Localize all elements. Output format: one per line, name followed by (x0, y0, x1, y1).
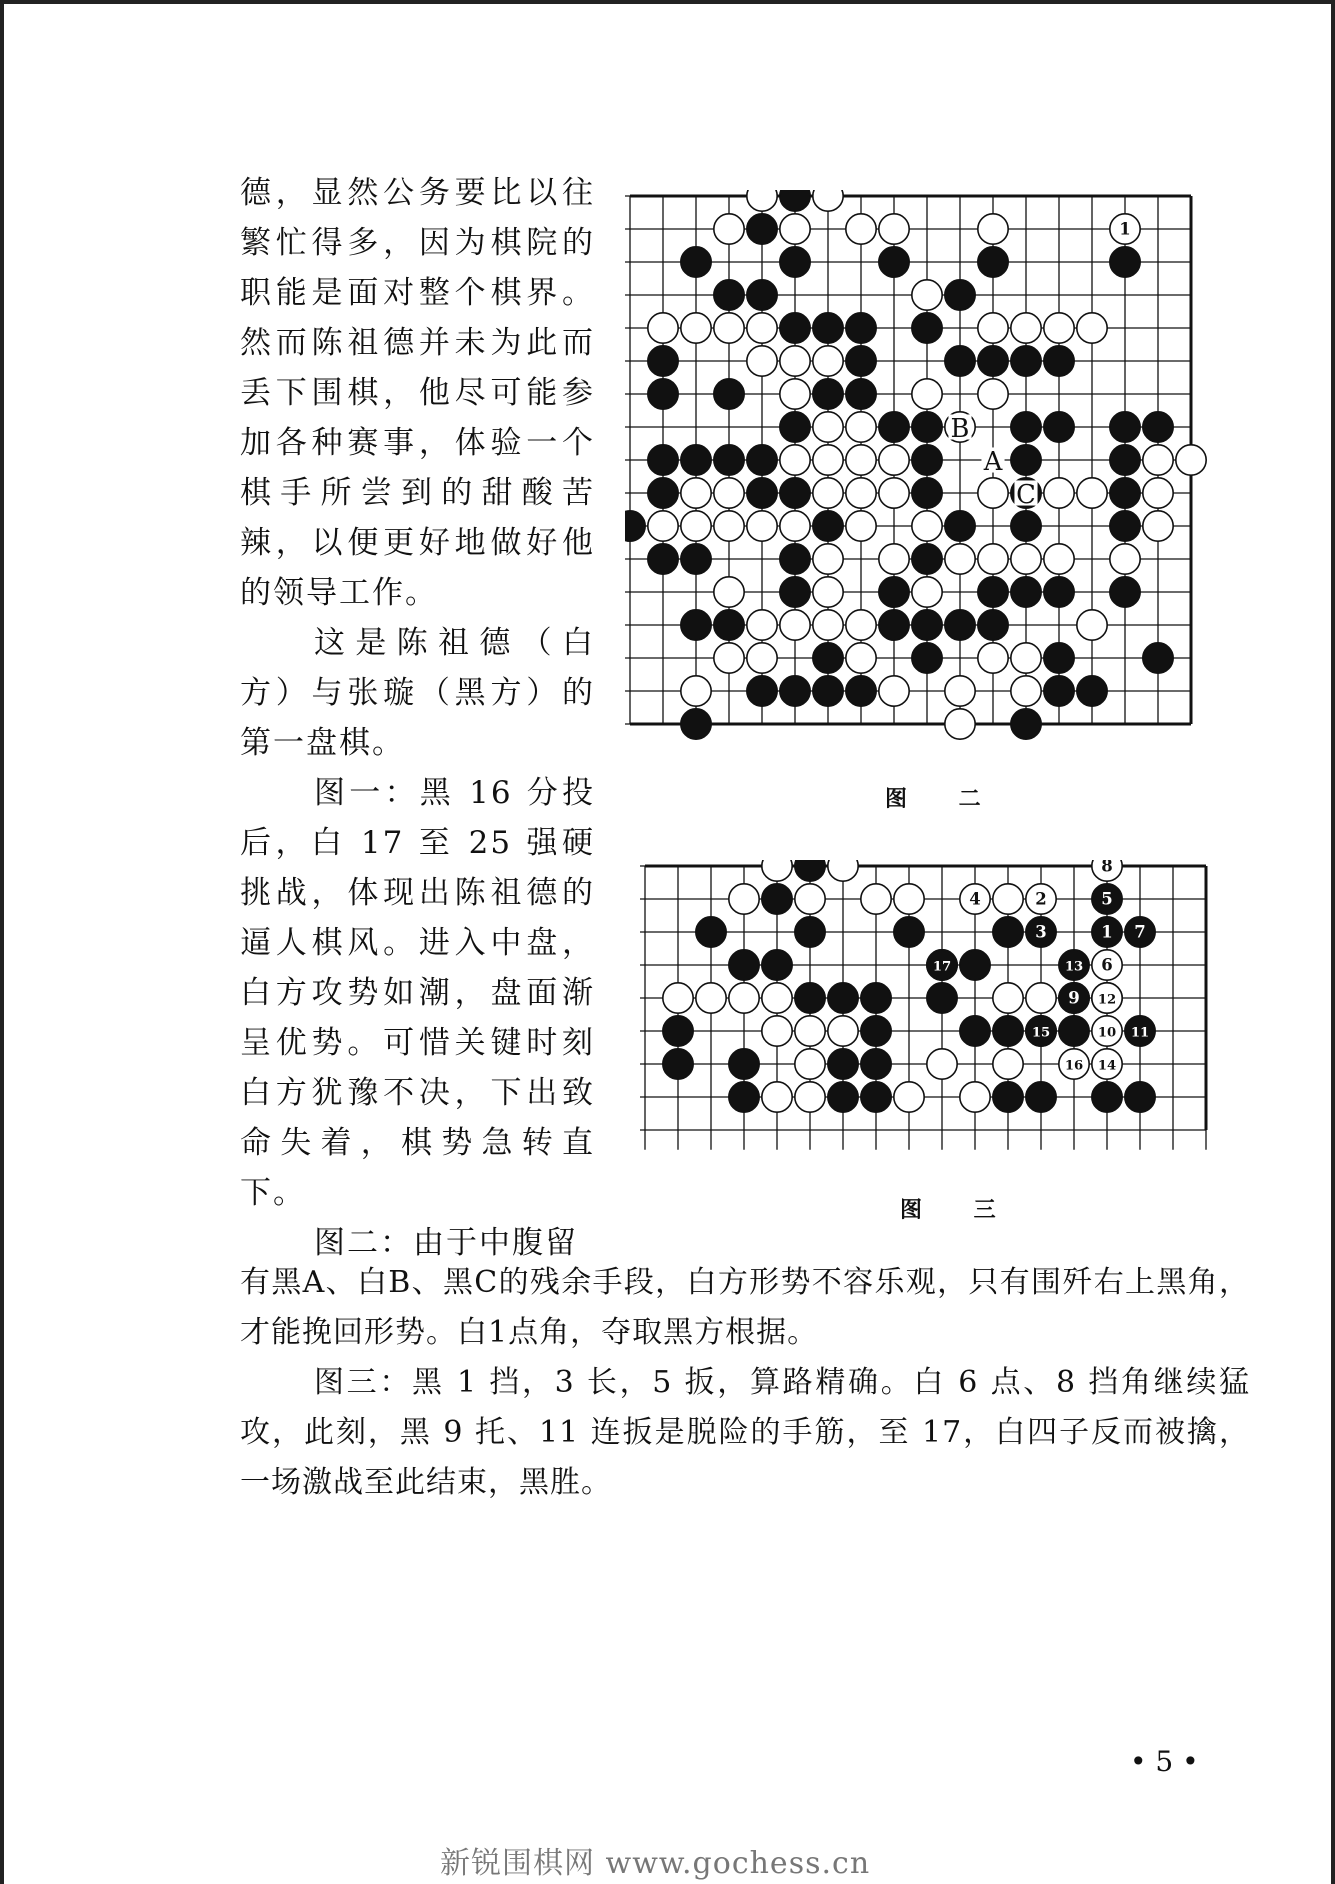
black-stone (993, 1016, 1023, 1046)
white-stone (714, 643, 744, 673)
black-stone (1011, 709, 1041, 739)
white-stone (945, 676, 975, 706)
black-stone (1044, 346, 1074, 376)
black-stone (912, 544, 942, 574)
black-stone (729, 1049, 759, 1079)
black-stone (960, 1016, 990, 1046)
white-stone (912, 280, 942, 310)
black-stone (747, 214, 777, 244)
white-stone (846, 643, 876, 673)
white-stone (945, 544, 975, 574)
white-stone (846, 445, 876, 475)
white-stone (861, 884, 891, 914)
black-stone (795, 983, 825, 1013)
paragraph-intro: 德，显然公务要比以往繁忙得多，因为棋院的职能是面对整个棋界。然而陈祖德并未为此而丢下围棋，他尽可能参加各种赛事，体验一个棋手所尝到的甜酸苦辣，以便更好地做好他的领导工作。 (240, 175, 595, 611)
black-stone (1110, 247, 1140, 277)
white-stone (1176, 445, 1206, 475)
black-stone (1059, 1016, 1089, 1046)
white-stone (828, 1016, 858, 1046)
black-stone (861, 1049, 891, 1079)
black-stone (861, 983, 891, 1013)
black-stone (714, 379, 744, 409)
black-stone (828, 983, 858, 1013)
black-stone (1011, 412, 1041, 442)
black-stone (846, 379, 876, 409)
move-number: 1 (1101, 922, 1113, 942)
white-stone (714, 214, 744, 244)
white-stone (696, 983, 726, 1013)
white-stone (780, 346, 810, 376)
black-stone (945, 610, 975, 640)
black-stone (648, 478, 678, 508)
board-letter: B (950, 413, 970, 444)
white-stone (780, 511, 810, 541)
black-stone (993, 917, 1023, 947)
black-stone (1011, 346, 1041, 376)
black-stone (1125, 1082, 1155, 1112)
white-stone (1026, 983, 1056, 1013)
page-border-left (0, 0, 4, 1884)
white-stone (846, 610, 876, 640)
black-stone (894, 917, 924, 947)
white-stone (846, 214, 876, 244)
black-stone (912, 478, 942, 508)
move-number: 2 (1035, 889, 1047, 909)
white-stone (879, 676, 909, 706)
move-number: 14 (1097, 1058, 1117, 1074)
black-stone (1110, 511, 1140, 541)
black-stone (912, 445, 942, 475)
white-stone (978, 643, 1008, 673)
page-border-top (0, 0, 1335, 4)
move-number: 6 (1101, 955, 1113, 975)
black-stone (625, 511, 645, 541)
black-stone (978, 247, 1008, 277)
white-stone (879, 478, 909, 508)
black-stone (681, 544, 711, 574)
black-stone (780, 577, 810, 607)
white-stone (780, 379, 810, 409)
white-stone (729, 884, 759, 914)
white-stone (1143, 478, 1173, 508)
page-border-right (1331, 0, 1335, 1884)
black-stone (714, 610, 744, 640)
site-watermark: 新锐围棋网 www.gochess.cn (440, 1846, 871, 1881)
white-stone (993, 983, 1023, 1013)
white-stone (762, 1016, 792, 1046)
white-stone (828, 860, 858, 881)
black-stone (813, 313, 843, 343)
black-stone (1044, 676, 1074, 706)
white-stone (912, 577, 942, 607)
page-number: • 5 • (1130, 1745, 1199, 1778)
black-stone (1110, 445, 1140, 475)
move-number: 13 (1064, 959, 1084, 975)
white-stone (978, 214, 1008, 244)
black-stone (747, 280, 777, 310)
black-stone (927, 983, 957, 1013)
black-stone (813, 511, 843, 541)
white-stone (945, 709, 975, 739)
white-stone (1143, 445, 1173, 475)
black-stone (861, 1082, 891, 1112)
black-stone (846, 313, 876, 343)
move-number: 4 (969, 889, 981, 909)
white-stone (1011, 544, 1041, 574)
black-stone (1143, 643, 1173, 673)
white-stone (648, 313, 678, 343)
black-stone (813, 643, 843, 673)
board-letter: A (983, 446, 1003, 477)
move-number: 16 (1064, 1058, 1084, 1074)
black-stone (795, 860, 825, 881)
white-stone (813, 190, 843, 211)
diagram-3-caption: 图 三 (900, 1197, 1018, 1223)
go-diagram-3 (640, 860, 1230, 1165)
black-stone (681, 247, 711, 277)
black-stone (648, 445, 678, 475)
white-stone (1077, 313, 1107, 343)
white-stone (927, 1049, 957, 1079)
white-stone (960, 1082, 990, 1112)
move-number: 10 (1097, 1025, 1117, 1041)
black-stone (1044, 412, 1074, 442)
black-stone (912, 313, 942, 343)
black-stone (945, 346, 975, 376)
left-text-column (240, 168, 595, 1268)
white-stone (747, 190, 777, 211)
white-stone (978, 313, 1008, 343)
black-stone (960, 950, 990, 980)
black-stone (912, 643, 942, 673)
white-stone (912, 379, 942, 409)
white-stone (879, 544, 909, 574)
white-stone (747, 346, 777, 376)
white-stone (780, 214, 810, 244)
black-stone (1077, 676, 1107, 706)
white-stone (813, 577, 843, 607)
black-stone (1110, 577, 1140, 607)
paragraph-game: 这是陈祖德（白方）与张璇（黑方）的第一盘棋。 (240, 625, 595, 761)
white-stone (1044, 313, 1074, 343)
black-stone (1026, 1082, 1056, 1112)
black-stone (912, 610, 942, 640)
white-stone (747, 610, 777, 640)
black-stone (663, 1016, 693, 1046)
white-stone (648, 511, 678, 541)
white-stone (714, 511, 744, 541)
white-stone (846, 511, 876, 541)
white-stone (714, 313, 744, 343)
white-stone (813, 445, 843, 475)
black-stone (648, 379, 678, 409)
white-stone (1110, 544, 1140, 574)
white-stone (813, 544, 843, 574)
move-number: 5 (1101, 889, 1113, 909)
black-stone (846, 676, 876, 706)
paragraph-figure1: 图一：黑 16 分投后，白 17 至 25 强硬挑战，体现出陈祖德的逼人棋风。进入中盘，白方攻势如潮，盘面渐呈优势。可惜关键时刻白方犹豫不决，下出致命失着，棋势急转直下。 (240, 775, 595, 1211)
black-stone (1044, 577, 1074, 607)
white-stone (714, 577, 744, 607)
black-stone (762, 884, 792, 914)
white-stone (1011, 313, 1041, 343)
white-stone (762, 860, 792, 881)
black-stone (912, 412, 942, 442)
move-number: 3 (1035, 922, 1047, 942)
black-stone (729, 1082, 759, 1112)
white-stone (1077, 478, 1107, 508)
black-stone (828, 1049, 858, 1079)
move-number: 8 (1101, 860, 1113, 876)
white-stone (714, 478, 744, 508)
black-stone (1110, 478, 1140, 508)
black-stone (780, 478, 810, 508)
white-stone (813, 478, 843, 508)
black-stone (714, 445, 744, 475)
white-stone (747, 313, 777, 343)
white-stone (681, 478, 711, 508)
board-letter: C (1016, 479, 1036, 510)
black-stone (780, 190, 810, 211)
white-stone (1044, 478, 1074, 508)
white-stone (1011, 643, 1041, 673)
white-stone (795, 1016, 825, 1046)
move-number: 7 (1134, 922, 1146, 942)
black-stone (1011, 445, 1041, 475)
black-stone (648, 544, 678, 574)
white-stone (879, 214, 909, 244)
black-stone (945, 511, 975, 541)
white-stone (681, 511, 711, 541)
black-stone (846, 346, 876, 376)
black-stone (1092, 1082, 1122, 1112)
black-stone (879, 247, 909, 277)
black-stone (813, 379, 843, 409)
black-stone (762, 950, 792, 980)
white-stone (978, 379, 1008, 409)
white-stone (762, 983, 792, 1013)
black-stone (681, 610, 711, 640)
paragraph-figure2-rest: 有黑A、白B、黑C的残余手段，白方形势不容乐观，只有围歼右上黑角，才能挽回形势。白1点角，夺取黑方根据。 (240, 1265, 1250, 1350)
white-stone (978, 544, 1008, 574)
black-stone (780, 544, 810, 574)
white-stone (747, 511, 777, 541)
white-stone (729, 983, 759, 1013)
white-stone (846, 478, 876, 508)
black-stone (663, 1049, 693, 1079)
black-stone (978, 577, 1008, 607)
black-stone (795, 917, 825, 947)
full-width-text (240, 1258, 1250, 1508)
black-stone (747, 445, 777, 475)
white-stone (1011, 676, 1041, 706)
white-stone (762, 1082, 792, 1112)
black-stone (780, 676, 810, 706)
black-stone (1011, 511, 1041, 541)
black-stone (747, 478, 777, 508)
black-stone (879, 412, 909, 442)
white-stone (813, 346, 843, 376)
white-stone (795, 1049, 825, 1079)
white-stone (681, 313, 711, 343)
paragraph-figure2-start: 图二：由于中腹留 (314, 1225, 578, 1261)
white-stone (681, 676, 711, 706)
black-stone (780, 313, 810, 343)
white-stone (813, 412, 843, 442)
black-stone (648, 346, 678, 376)
white-stone (1143, 511, 1173, 541)
black-stone (696, 917, 726, 947)
move-number: 15 (1031, 1025, 1051, 1041)
black-stone (1011, 577, 1041, 607)
black-stone (747, 676, 777, 706)
white-stone (813, 610, 843, 640)
white-stone (780, 610, 810, 640)
black-stone (879, 577, 909, 607)
move-number: 12 (1097, 992, 1117, 1008)
go-diagram-2 (625, 190, 1230, 770)
black-stone (1110, 412, 1140, 442)
black-stone (945, 280, 975, 310)
paragraph-figure3: 图三：黑 1 挡，3 长，5 扳，算路精确。白 6 点、8 挡角继续猛攻，此刻，黑 9 托、11 连扳是脱险的手筋，至 17，白四子反而被擒，一场激战至此结束，黑胜。 (240, 1365, 1250, 1500)
black-stone (780, 247, 810, 277)
black-stone (978, 610, 1008, 640)
white-stone (780, 445, 810, 475)
white-stone (1077, 610, 1107, 640)
move-number: 17 (932, 959, 952, 975)
white-stone (993, 884, 1023, 914)
move-number: 11 (1130, 1025, 1150, 1041)
black-stone (729, 950, 759, 980)
white-stone (894, 1082, 924, 1112)
white-stone (663, 983, 693, 1013)
black-stone (993, 1082, 1023, 1112)
move-number: 1 (1119, 219, 1131, 239)
white-stone (1044, 544, 1074, 574)
white-stone (993, 1049, 1023, 1079)
white-stone (978, 478, 1008, 508)
black-stone (861, 1016, 891, 1046)
white-stone (879, 445, 909, 475)
black-stone (681, 445, 711, 475)
black-stone (780, 412, 810, 442)
diagram-2-caption: 图 二 (885, 786, 1003, 812)
move-number: 9 (1068, 988, 1080, 1008)
black-stone (681, 709, 711, 739)
black-stone (828, 1082, 858, 1112)
black-stone (813, 676, 843, 706)
white-stone (795, 884, 825, 914)
black-stone (1143, 412, 1173, 442)
black-stone (879, 610, 909, 640)
black-stone (714, 280, 744, 310)
white-stone (846, 412, 876, 442)
white-stone (894, 884, 924, 914)
black-stone (1044, 643, 1074, 673)
white-stone (747, 643, 777, 673)
white-stone (912, 511, 942, 541)
white-stone (795, 1082, 825, 1112)
black-stone (978, 346, 1008, 376)
